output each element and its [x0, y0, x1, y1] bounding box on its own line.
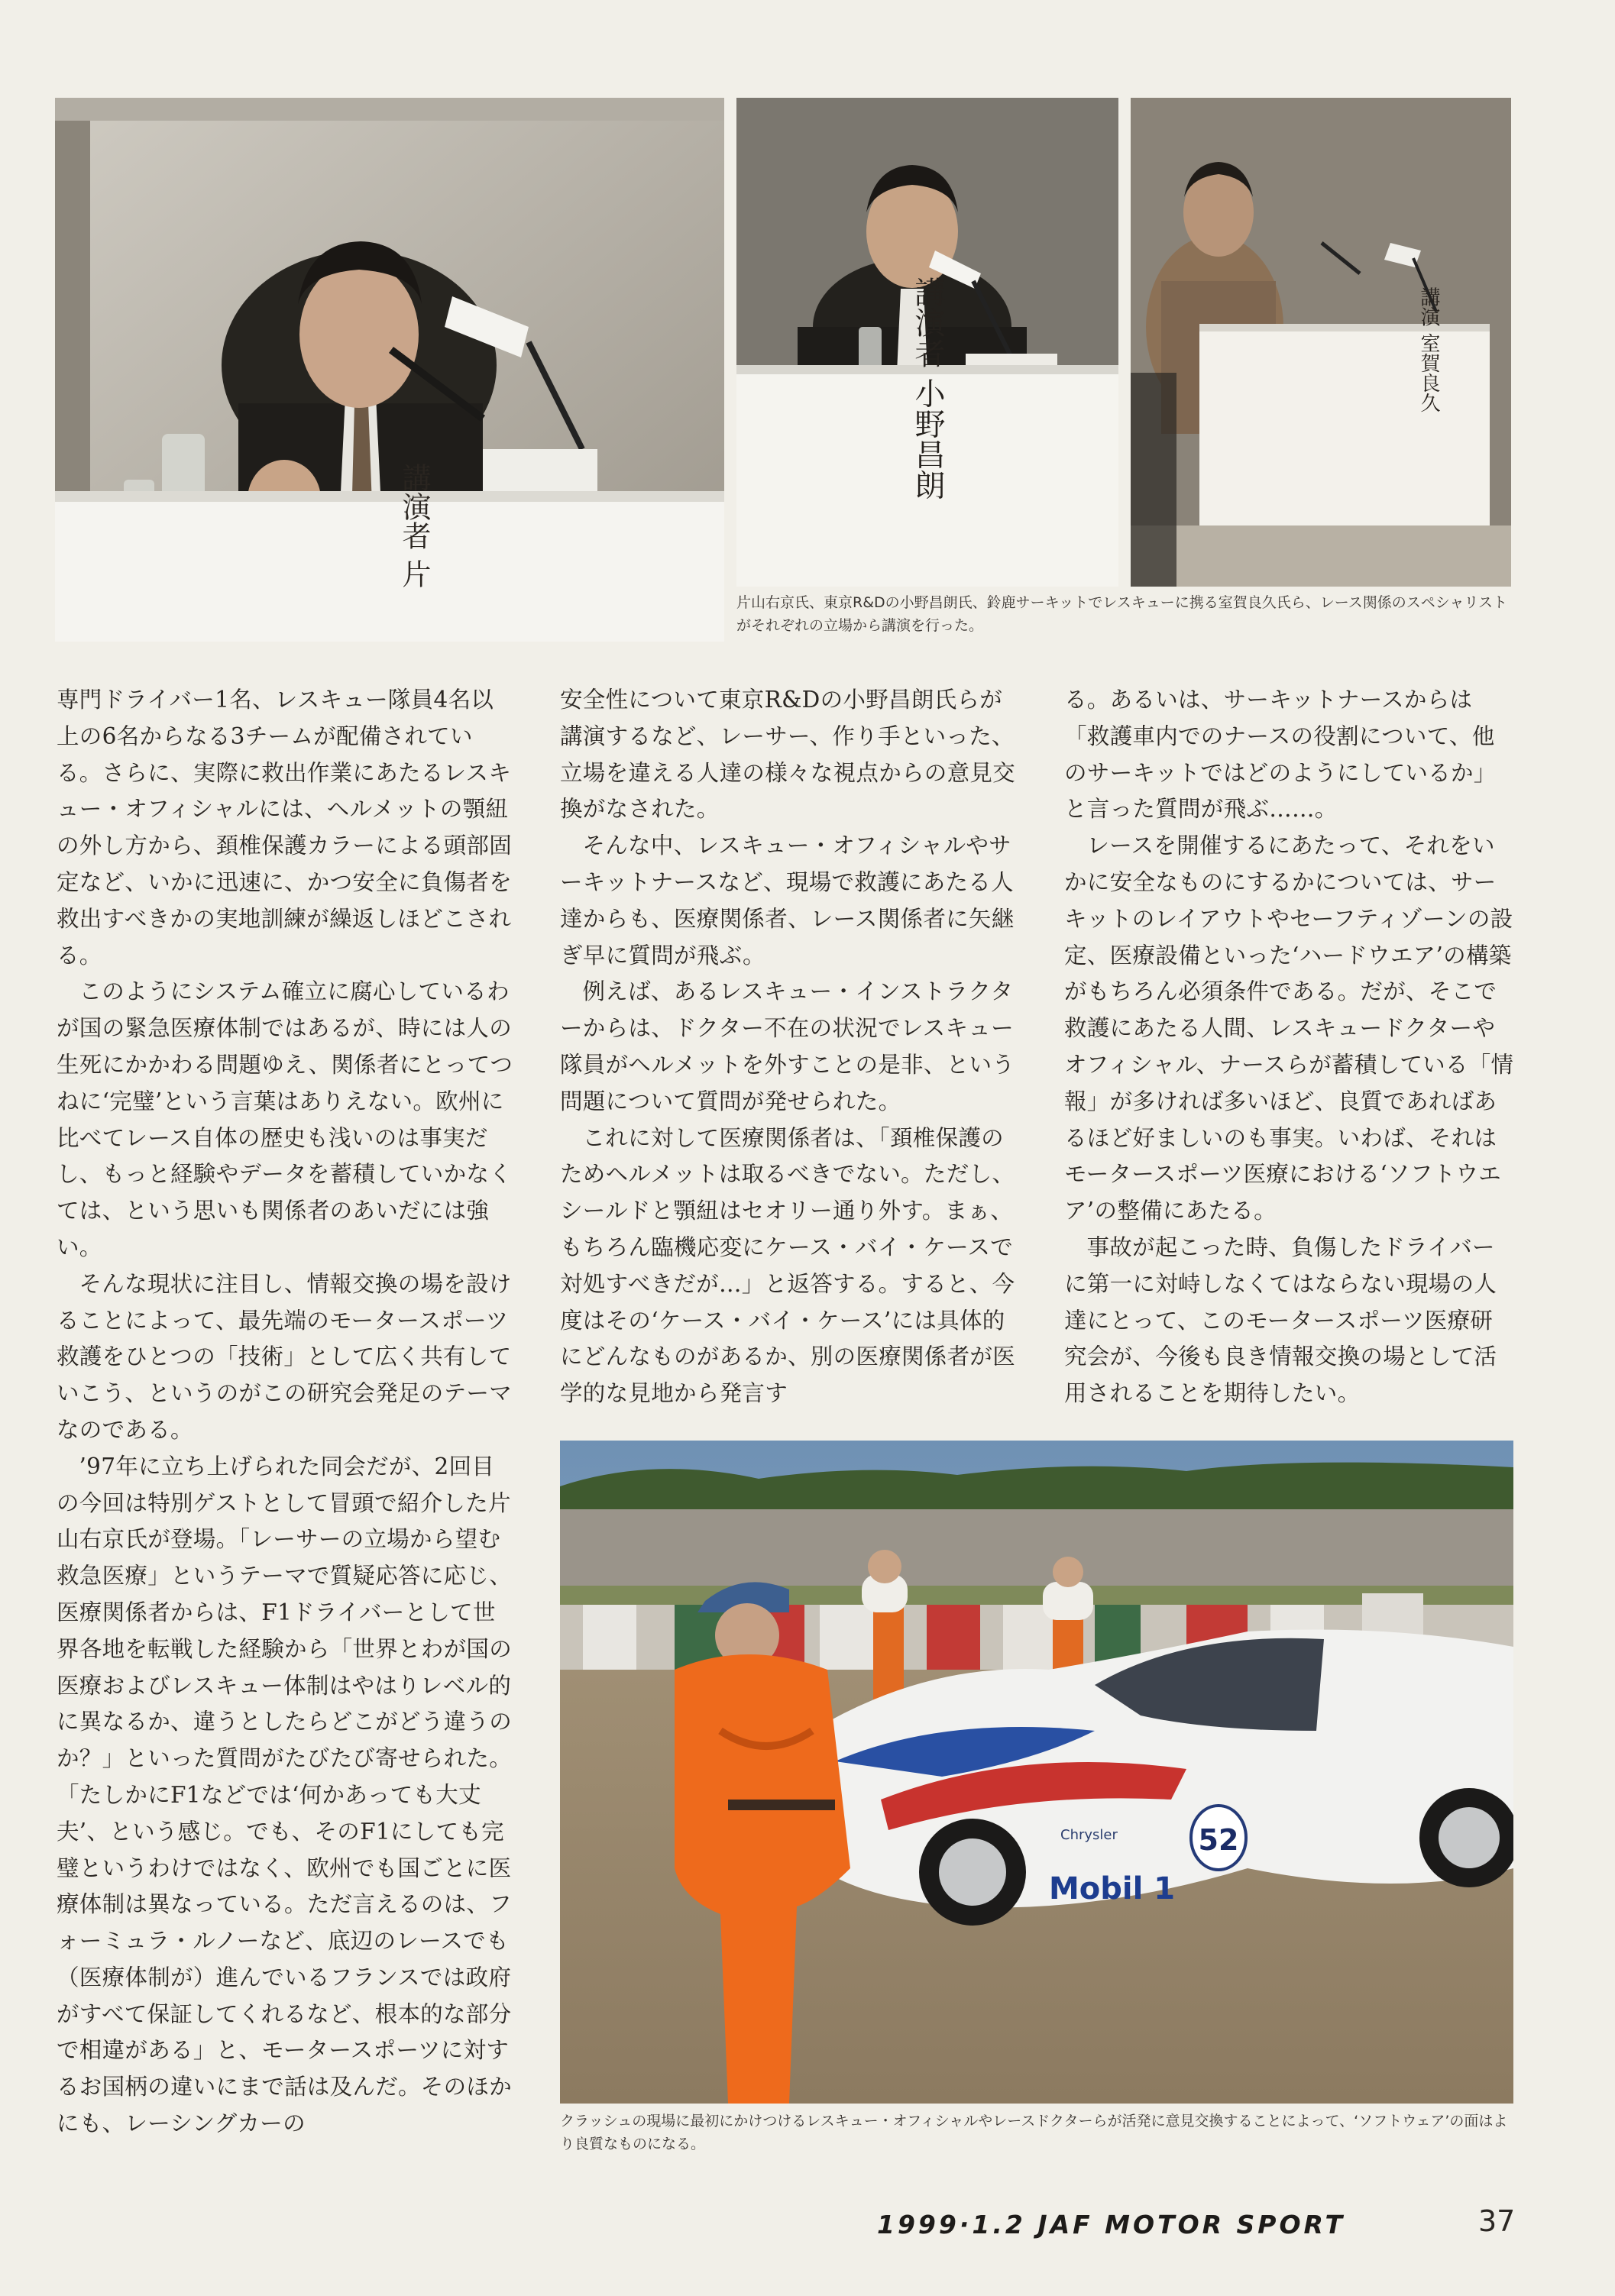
photo-caption-bottom: クラッシュの現場に最初にかけつけるレスキュー・オフィシャルやレースドクターらが活発に意見交換することによって、‘ソフトウェア’の面はより良質なものになる。: [560, 2113, 1508, 2152]
paragraph: これに対して医療関係者は、「頚椎保護のためヘルメットは取るべきでない。ただし、シールドと顎紐はセオリー通り外す。まぁ、もちろん臨機応変にケース・バイ・ケースで対処すべきだが…」と返答する。すると、今度はその‘ケース・バイ・ケース’には具体的にどんなものがあるか、別の医療関係者が医学的な見地から発言す: [560, 1124, 1015, 1407]
photo-crash-scene: [560, 1441, 1513, 2104]
page-number: 37: [1478, 2204, 1516, 2238]
paragraph: 例えば、あるレスキュー・インストラクターからは、ドクター不在の状況でレスキュー隊員がヘルメットを外すことの是非、という問題について質問が発せられた。: [560, 978, 1015, 1114]
photo-ono-lecture: [736, 98, 1118, 587]
car-sponsor-chrysler: Chrysler: [1060, 1827, 1118, 1843]
text-column-3: [1064, 682, 1515, 1412]
paragraph: 事故が起こった時、負傷したドライバーに第一に対峙しなくてはならない現場の人達にとって、このモータースポーツ医療研究会が、今後も良き情報交換の場として活用されることを期待したい。: [1064, 1234, 1497, 1407]
paragraph: そんな現状に注目し、情報交換の場を設けることによって、最先端のモータースポーツ救護をひとつの「技術」として広く共有していこう、というのがこの研究会発足のテーマなのである。: [57, 1270, 513, 1443]
paragraph: レースを開催するにあたって、それをいかに安全なものにするかについては、サーキットのレイアウトやセーフティゾーンの設定、医療設備といった‘ハードウエア’の構築がもちろん必須条件である。だが、そこで救護にあたる人間、レスキュードクターやオフィシャル、ナースらが蓄積している「情報」が多ければ多いほど、良質であればあるほど好ましいのも事実。いわば、それはモータースポーツ医療における‘ソフトウエア’の整備にあたる。: [1064, 833, 1514, 1224]
paragraph: 専門ドライバー1名、レスキュー隊員4名以上の6名からなる3チームが配備されている。さらに、実際に救出作業にあたるレスキュー・オフィシャルには、ヘルメットの顎紐の外し方から、頚椎保護カラーによる頭部固定など、いかに迅速に、かつ安全に負傷者を救出すべきかの実地訓練が繰返しほどこされる。: [57, 687, 513, 969]
photo-haga-lecture: [1131, 98, 1511, 587]
text-column-1: [57, 682, 515, 2142]
paragraph: そんな中、レスキュー・オフィシャルやサーキットナースなど、現場で救護にあたる人達からも、医療関係者、レース関係者に矢継ぎ早に質問が飛ぶ。: [560, 833, 1015, 969]
podium-sign-haga: 講演 室賀良久: [1417, 286, 1440, 413]
podium-sign-katayama: 講演者 片: [397, 462, 431, 589]
paragraph: 「たしかにF1などでは‘何かあっても大丈夫’、という感じ。でも、そのF1にしても完璧というわけではなく、欧州でも国ごとに医療体制は異なっている。ただ言えるのは、フォーミュラ・ルノーなど、底辺のレースでも（医療体制が）進んでいるフランスでは政府がすべて保証してくれるなど、根本的な部分で相違がある」と、モータースポーツに対するお国柄の違いにまで話は及んだ。そのほかにも、レーシングカーの: [57, 1781, 513, 2137]
paragraph: ’97年に立ち上げられた同会だが、2回目の今回は特別ゲストとして冒頭で紹介した片山右京氏が登場。「レーサーの立場から望む救急医療」というテーマで質疑応答に応じ、医療関係者からは、F1ドライバーとして世界各地を転戦した経験から「世界とわが国の医療およびレスキュー体制はやはりレベル的に異なるか、違うとしたらどこがどう違うのか？」といった質問がたびたび寄せられた。: [57, 1453, 512, 1772]
photo-katayama-lecture: [55, 98, 724, 642]
car-sponsor-mobil: Mobil 1: [1049, 1871, 1176, 1906]
car-number: 52: [1198, 1823, 1239, 1857]
magazine-footer-title: 1999·1.2 JAF MOTOR SPORT: [877, 2210, 1345, 2239]
paragraph: 安全性について東京R&Dの小野昌朗氏らが講演するなど、レーサー、作り手といった、立場を違える人達の様々な視点からの意見交換がなされた。: [560, 687, 1016, 823]
paragraph: このようにシステム確立に腐心しているわが国の緊急医療体制ではあるが、時には人の生死にかかわる問題ゆえ、関係者にとってつねに‘完璧’という言葉はありえない。欧州に比べてレース自体の歴史も浅いのは事実だし、もっと経験やデータを蓄積していかなくては、という思いも関係者のあいだには強い。: [57, 978, 513, 1260]
podium-sign-ono: 講演者 小野昌朗: [910, 276, 945, 500]
text-column-2: [560, 682, 1018, 1412]
photo-caption-top: 片山右京氏、東京R&Dの小野昌朗氏、鈴鹿サーキットでレスキューに携る室賀良久氏ら、レース関係のスペシャリストがそれぞれの立場から講演を行った。: [736, 594, 1507, 634]
paragraph: る。あるいは、サーキットナースからは「救護車内でのナースの役割について、他のサーキットではどのようにしているか」と言った質問が飛ぶ……。: [1064, 687, 1497, 823]
